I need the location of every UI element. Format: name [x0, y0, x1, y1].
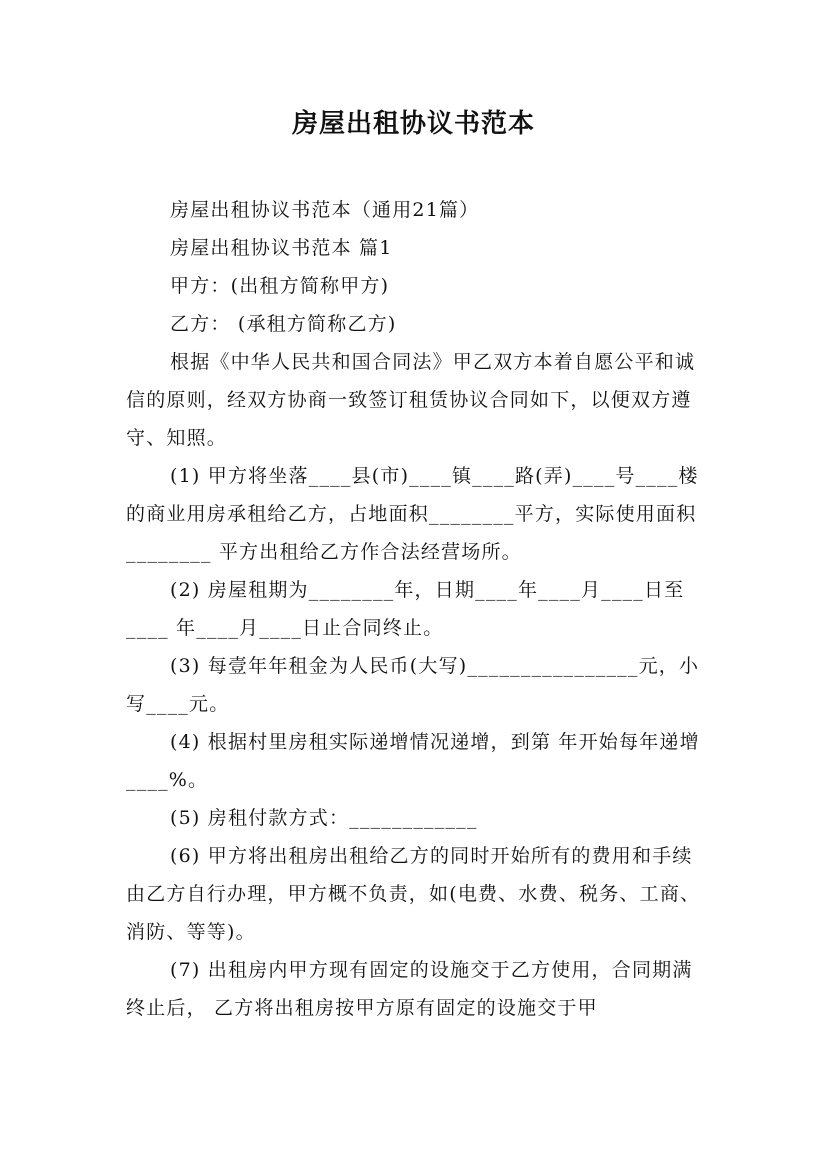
document-title: 房屋出租协议书范本 [291, 109, 535, 139]
paragraph: (2) 房屋租期为________年，日期____年____月____日至____ 年____月____日止合同终止。 [126, 579, 685, 639]
paragraph: (1) 甲方将坐落____县(市)____镇____路(弄)____号____楼的商业用房承租给乙方，占地面积________平方，实际使用面积________ 平方出租给乙方作合法经营场所。 [126, 465, 699, 563]
paragraph: (6) 甲方将出租房出租给乙方的同时开始所有的费用和手续由乙方自行办理，甲方概不负责，如(电费、水费、税务、工商、消防、等等)。 [126, 845, 701, 943]
paragraph: (4) 根据村里房租实际递增情况递增，到第 年开始每年递增____%。 [126, 731, 700, 791]
paragraph: (5) 房租付款方式：____________ [170, 807, 478, 829]
paragraph: 根据《中华人民共和国合同法》甲乙双方本着自愿公平和诚信的原则，经双方协商一致签订租赁协议合同如下，以便双方遵守、知照。 [126, 351, 696, 449]
paragraph: 乙方： (承租方简称乙方) [170, 313, 397, 335]
paragraph: 房屋出租协议书范本（通用21篇） [170, 199, 480, 221]
document-body [126, 191, 704, 1027]
paragraph: 房屋出租协议书范本 篇1 [170, 237, 393, 259]
paragraph: (7) 出租房内甲方现有固定的设施交于乙方使用，合同期满终止后， 乙方将出租房按甲方原有固定的设施交于甲 [126, 959, 693, 1019]
paragraph: (3) 每壹年年租金为人民币(大写)________________元，小写____元。 [126, 655, 700, 715]
paragraph: 甲方：(出租方简称甲方) [170, 275, 390, 297]
